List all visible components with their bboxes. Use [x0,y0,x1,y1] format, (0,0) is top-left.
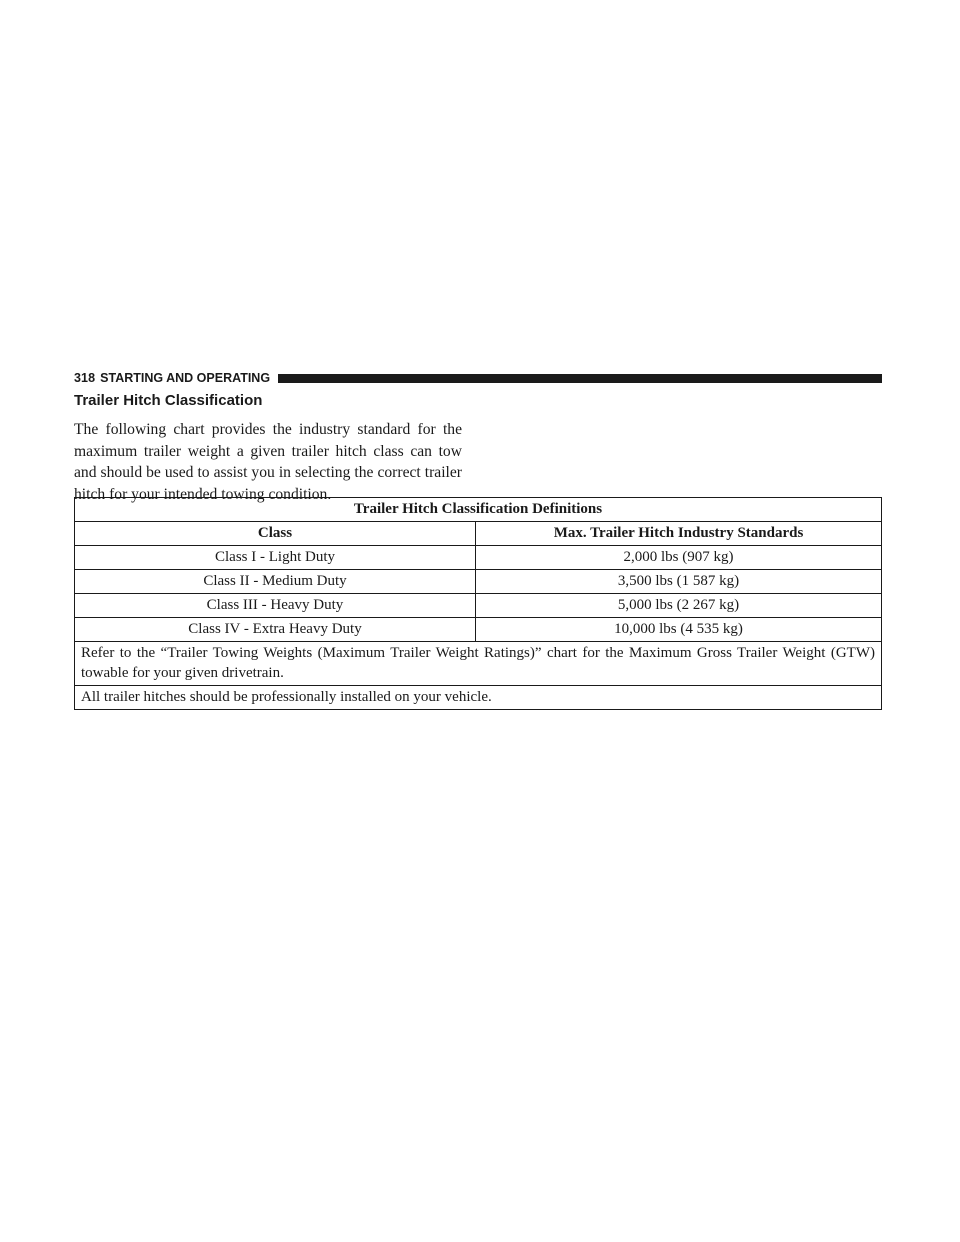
column-header-max: Max. Trailer Hitch Industry Standards [476,522,882,546]
intro-paragraph: The following chart provides the industry standard for the maximum trailer weight a given trailer hitch class can tow and should be used to assist you in selecting the correct trailer hitch for your intended towing condition. [74,421,462,503]
page-header [74,370,882,386]
max-weight-cell: 2,000 lbs (907 kg) [476,546,882,570]
hitch-classification-table [74,497,882,710]
column-header-class: Class [75,522,476,546]
table-row [75,570,882,594]
page-number: 318 [74,371,96,385]
class-cell: Class II - Medium Duty [75,570,476,594]
table-note-installation: All trailer hitches should be professionally installed on your vehicle. [75,686,882,710]
section-title: Trailer Hitch Classification [74,392,263,409]
section-name: STARTING AND OPERATING [100,371,271,385]
class-cell: Class I - Light Duty [75,546,476,570]
table-note-towing-weights: Refer to the “Trailer Towing Weights (Maximum Trailer Weight Ratings)” chart for the Maximum Gross Trailer Weight (GTW) towable for your given drivetrain. [75,642,882,686]
table-title: Trailer Hitch Classification Definitions [75,498,882,522]
table-row [75,594,882,618]
header-rule [278,374,882,383]
table-header-row [75,522,882,546]
class-cell: Class III - Heavy Duty [75,594,476,618]
max-weight-cell: 10,000 lbs (4 535 kg) [476,618,882,642]
class-cell: Class IV - Extra Heavy Duty [75,618,476,642]
max-weight-cell: 3,500 lbs (1 587 kg) [476,570,882,594]
table-note-row [75,642,882,686]
table-note-row [75,686,882,710]
table-row [75,618,882,642]
max-weight-cell: 5,000 lbs (2 267 kg) [476,594,882,618]
table-row [75,546,882,570]
table-title-row [75,498,882,522]
